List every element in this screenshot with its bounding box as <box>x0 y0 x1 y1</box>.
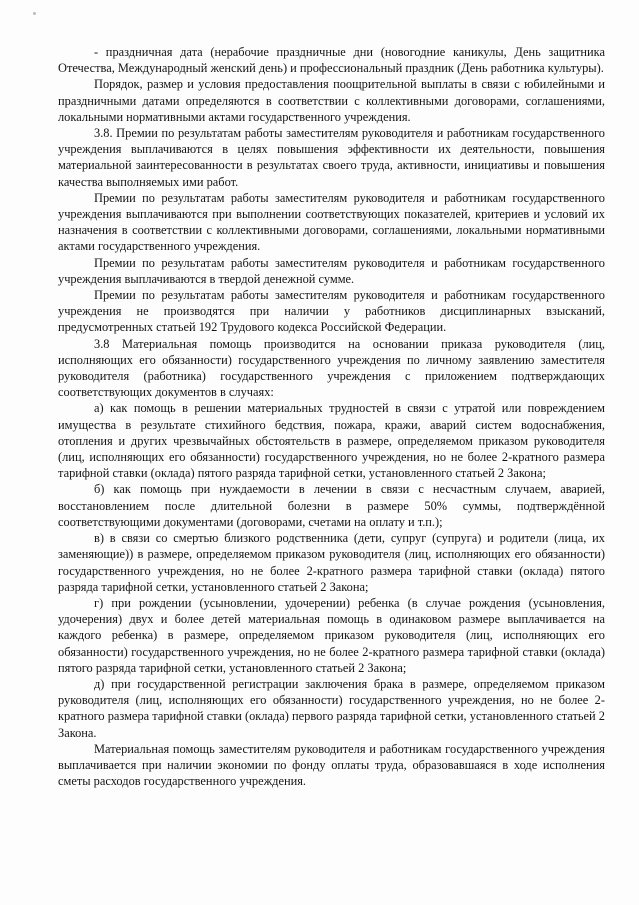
list-item-a: а) как помощь в решении материальных трудностей в связи с утратой или повреждением имущества в результате стихийного бедствия, пожара, кражи, аварий систем водоснабжения, отопления и других чрезвычайных обстоятельств в размере, определяемом приказом руководителя (лиц, исполняющих его обязанности) государственного учреждения, но не более 2-кратного размера тарифной ставки (оклада) пятого разряда тарифной сетки, установленного статьей 2 Закона; <box>58 401 605 481</box>
paragraph-holiday-date: - праздничная дата (нерабочие праздничные дни (новогодние каникулы, День защитника Отечества, Международный женский день) и профессиональный праздник (День работника культуры). <box>58 45 605 76</box>
paragraph-incentive-procedure: Порядок, размер и условия предоставления поощрительной выплаты в связи с юбилейными и праздничными датами определяются в соответствии с коллективными договорами, соглашениями, локальными нормативными актами государственного учреждения. <box>58 77 605 124</box>
list-item-b: б) как помощь при нуждаемости в лечении в связи с несчастным случаем, аварией, восстановлением после длительной болезни в размере 50% суммы, подтверждённой соответствующими документами (договорами, счетами на оплату и т.п.); <box>58 482 605 529</box>
list-item-g: г) при рождении (усыновлении, удочерении) ребенка (в случае рождения (усыновления, удочерения) двух и более детей материальная помощь в одинаковом размере выплачивается на каждого ребенка) в размере, определяемом приказом руководителя (лиц, исполняющих его обязанности) государственного учреждения, но не более 2-кратного размера тарифной ставки (оклада) пятого разряда тарифной сетки, установленного статьей 2 Закона; <box>58 595 605 675</box>
paragraph-bonus-fixed-sum: Премии по результатам работы заместителям руководителя и работникам государственного учреждения выплачиваются в твердой денежной сумме. <box>58 255 605 286</box>
paragraph-bonus-conditions: Премии по результатам работы заместителям руководителя и работникам государственного учреждения выплачиваются при выполнении соответствующих показателей, критериев и условий их назначения в соответствии с коллективными договорами, соглашениями, локальными нормативными актами государственного учреждения. <box>58 190 605 254</box>
paragraph-bonus-exclusion: Премии по результатам работы заместителям руководителя и работникам государственного учреждения не производятся при наличии у работников дисциплинарных взысканий, предусмотренных статьей 192 Трудового кодекса Российской Федерации. <box>58 288 605 335</box>
scan-speck <box>33 12 36 15</box>
paragraph-aid-savings: Материальная помощь заместителям руководителя и работникам государственного учреждения выплачивается при наличии экономии по фонду оплаты труда, образовавшаяся в ходе исполнения сметы расходов государственного учреждения. <box>58 741 605 789</box>
paragraph-material-aid: 3.8 Материальная помощь производится на основании приказа руководителя (лиц, исполняющих его обязанности) государственного учреждения по личному заявлению заместителя руководителя (работника) государственного учреждения с приложением подтверждающих соответствующих документов в случаях: <box>58 336 605 400</box>
paragraph-bonus-purpose: 3.8. Премии по результатам работы заместителям руководителя и работникам государственного учреждения выплачиваются в целях повышения эффективности их деятельности, повышения материальной заинтересованности в результатах своего труда, активности, инициативы и повышения качества выполняемых ими работ. <box>58 126 605 189</box>
document-body <box>58 44 605 789</box>
list-item-v: в) в связи со смертью близкого родственника (дети, супруг (супруга) и родители (лица, их заменяющие)) в размере, определяемом приказом руководителя (лиц, исполняющих его обязанности) государственного учреждения, но не более 2-кратного размера тарифной ставки (оклада) пятого разряда тарифной сетки, установленного статьей 2 Закона; <box>58 531 605 594</box>
list-item-d: д) при государственной регистрации заключения брака в размере, определяемом приказом руководителя (лиц, исполняющих его обязанности) государственного учреждения, но не более 2-кратного размера тарифной ставки (оклада) первого разряда тарифной сетки, установленного статьей 2 Закона. <box>58 676 605 740</box>
